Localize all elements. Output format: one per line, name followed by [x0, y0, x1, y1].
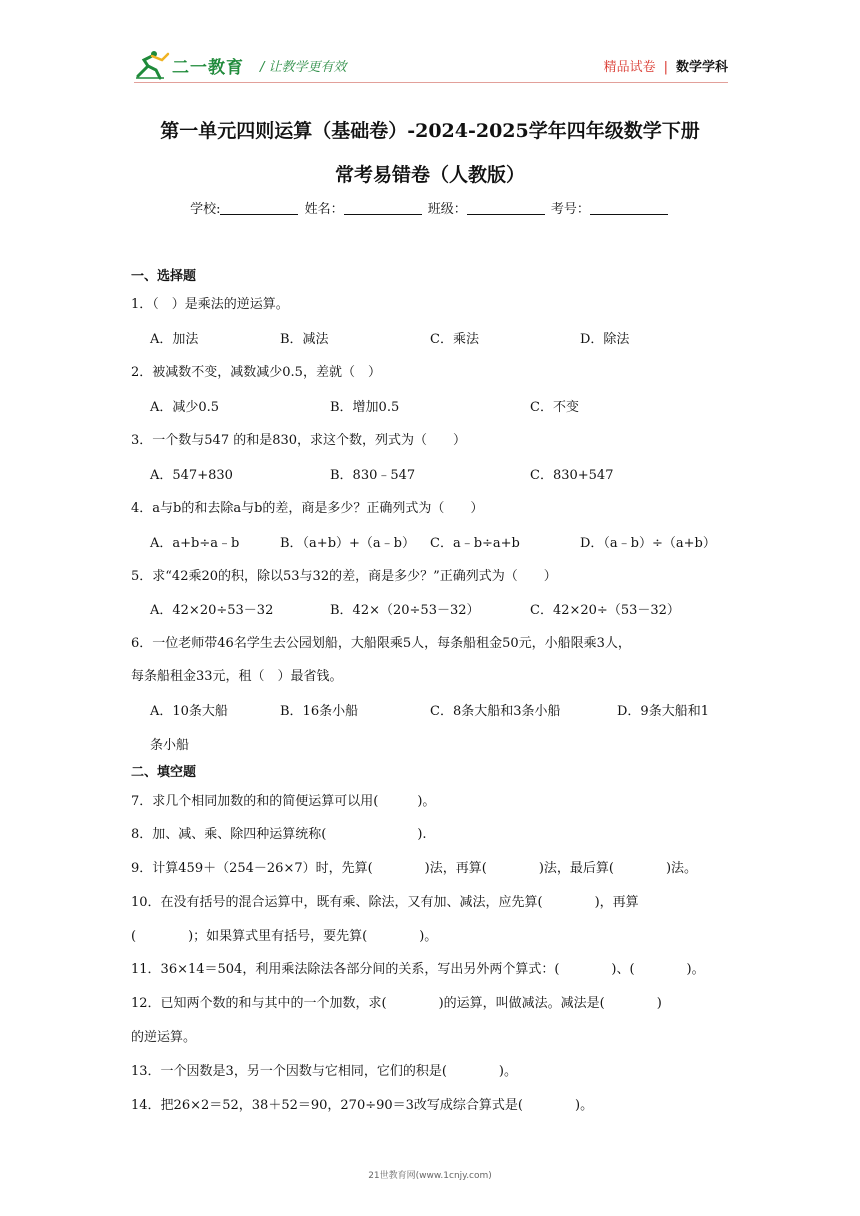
question-6-option-d-cont: 条小船: [150, 738, 190, 753]
header-separator: |: [663, 60, 668, 75]
class-label: 班级：: [427, 202, 467, 217]
question-10: 10．在没有括号的混合运算中，既有乘、除法，又有加、减法，应先算( )，再算: [131, 895, 639, 910]
runner-logo-icon: [134, 50, 170, 80]
exam-no-blank[interactable]: [590, 201, 668, 215]
question-1-option-a[interactable]: A．加法: [150, 332, 199, 347]
header-right: [604, 56, 728, 75]
question-8: 8．加、减、乘、除四种运算统称( ).: [131, 827, 427, 842]
question-3-option-c[interactable]: C．830+547: [530, 468, 614, 483]
question-1-option-b[interactable]: B．减法: [280, 332, 329, 347]
question-2-stem: 2．被减数不变，减数减少0.5，差就（ ）: [131, 365, 381, 380]
question-4-option-a[interactable]: A．a+b÷a﹣b: [150, 536, 240, 551]
question-1-stem: 1．（ ）是乘法的逆运算。: [131, 297, 289, 312]
logo: [134, 50, 347, 80]
question-14: 14．把26×2＝52，38＋52＝90，270÷90＝3改写成综合算式是( )。: [131, 1098, 594, 1113]
exam-no-label: 考号：: [550, 202, 590, 217]
question-6-stem-cont: 每条船租金33元，租（ ）最省钱。: [131, 669, 343, 684]
class-blank[interactable]: [467, 201, 545, 215]
question-2-option-c[interactable]: C．不变: [530, 400, 579, 415]
page-title-line-1: 第一单元四则运算（基础卷）-2024-2025学年四年级数学下册: [160, 120, 700, 142]
question-5-option-b[interactable]: B．42×（20÷53－32）: [330, 603, 480, 618]
page-header: [134, 50, 728, 80]
student-info: [130, 198, 730, 217]
question-2-option-a[interactable]: A．减少0.5: [150, 400, 220, 415]
question-10-cont: ( )；如果算式里有括号，要先算( )。: [131, 929, 438, 944]
question-11: 11．36×14＝504，利用乘法除法各部分间的关系，写出另外两个算式：( )、( )。: [131, 962, 705, 977]
section-heading-fill: 二、填空题: [131, 765, 197, 780]
question-12: 12．已知两个数的和与其中的一个加数，求( )的运算，叫做减法。减法是( ): [131, 996, 662, 1011]
question-3-stem: 3．一个数与547 的和是830，求这个数，列式为（ ）: [131, 433, 467, 448]
logo-text: 二一教育: [172, 57, 244, 78]
question-4-stem: 4．a与b的和去除a与b的差，商是多少？正确列式为（ ）: [131, 501, 484, 516]
question-6-option-a[interactable]: A．10条大船: [150, 704, 228, 719]
question-5-stem: 5．求“42乘20的积，除以53与32的差，商是多少？”正确列式为（ ）: [131, 569, 557, 584]
question-6-option-c[interactable]: C．8条大船和3条小船: [430, 704, 561, 719]
question-5-option-a[interactable]: A．42×20÷53－32: [150, 603, 274, 618]
question-3-option-a[interactable]: A．547+830: [150, 468, 233, 483]
question-3-option-b[interactable]: B．830﹣547: [330, 468, 416, 483]
question-9: 9．计算459＋（254－26×7）时，先算( )法，再算( )法，最后算( )法。: [131, 861, 698, 876]
question-5-option-c[interactable]: C．42×20÷（53－32）: [530, 603, 680, 618]
name-label: 姓名：: [304, 202, 344, 217]
header-divider: [134, 82, 728, 83]
school-label: 学校:: [190, 202, 221, 217]
subject-label: 数学学科: [675, 60, 728, 75]
question-12-cont: 的逆运算。: [131, 1030, 197, 1045]
slogan: / 让教学更有效: [260, 59, 347, 75]
question-7: 7．求几个相同加数的和的简便运算可以用( )。: [131, 794, 436, 809]
question-6-stem: 6．一位老师带46名学生去公园划船，大船限乘5人，每条船租金50元，小船限乘3人，: [131, 636, 631, 651]
question-1-option-c[interactable]: C．乘法: [430, 332, 479, 347]
question-6-option-d[interactable]: D．9条大船和1: [617, 704, 709, 719]
question-4-option-d[interactable]: D．（a﹣b）÷（a+b）: [580, 536, 716, 551]
question-1-option-d[interactable]: D．除法: [580, 332, 630, 347]
question-2-option-b[interactable]: B．增加0.5: [330, 400, 400, 415]
question-4-option-c[interactable]: C．a﹣b÷a+b: [430, 536, 520, 551]
section-heading-choice: 一、选择题: [131, 269, 197, 284]
brand-label: 精品试卷: [603, 60, 656, 75]
question-6-option-b[interactable]: B．16条小船: [280, 704, 359, 719]
page-footer: 21世教育网(www.1cnjy.com): [368, 1171, 492, 1181]
question-13: 13．一个因数是3，另一个因数与它相同，它们的积是( )。: [131, 1064, 517, 1079]
school-blank[interactable]: [220, 201, 298, 215]
name-blank[interactable]: [344, 201, 422, 215]
question-4-option-b[interactable]: B．（a+b）+（a﹣b）: [280, 536, 415, 551]
page-title-line-2: 常考易错卷（人教版）: [334, 164, 525, 186]
